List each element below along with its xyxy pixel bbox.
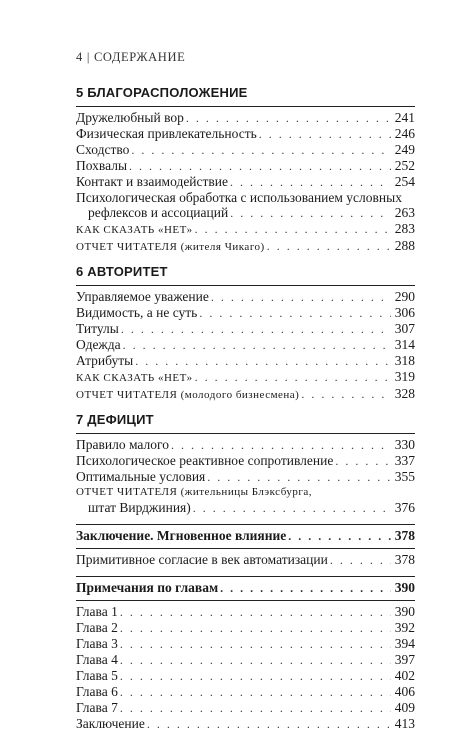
toc-entry-page: 249 xyxy=(394,142,415,157)
toc-entry[interactable] xyxy=(76,353,415,369)
toc-entry-title: Атрибуты xyxy=(76,353,134,368)
toc-entry-title-line1: Психологическая обработка с использованием условных xyxy=(76,190,402,205)
toc-entry[interactable] xyxy=(76,337,415,353)
toc-entry-page: 290 xyxy=(394,289,415,304)
toc-entry-notes[interactable] xyxy=(76,580,415,596)
toc-entry-title: КАК СКАЗАТЬ «НЕТ» xyxy=(76,224,193,236)
toc-entry-title: Дружелюбный вор xyxy=(76,110,184,125)
toc-entry[interactable] xyxy=(76,174,415,190)
toc-entry-title: Психологическое реактивное сопротивление xyxy=(76,453,334,468)
toc-entry[interactable] xyxy=(76,221,415,238)
section-heading: 5 БЛАГОРАСПОЛОЖЕНИЕ xyxy=(76,85,248,100)
toc-entry-page: 337 xyxy=(394,453,415,468)
toc-entry-page: 254 xyxy=(394,174,415,189)
section-rule xyxy=(76,106,415,107)
toc-entry-page: 376 xyxy=(394,500,415,515)
toc-entry-page: 246 xyxy=(394,126,415,141)
toc-entry-page: 394 xyxy=(394,636,415,651)
leader-dots xyxy=(120,701,391,716)
toc-entry-title: Примечания по главам xyxy=(76,580,219,595)
toc-entry-title: ОТЧЕТ ЧИТАТЕЛЯ (жителя Чикаго) xyxy=(76,241,265,253)
toc-entry[interactable] xyxy=(76,437,415,453)
table-of-contents xyxy=(76,84,415,740)
toc-entry-conclusion[interactable] xyxy=(76,528,415,544)
toc-entry-title: Глава 6 xyxy=(76,684,118,699)
toc-entry[interactable] xyxy=(76,700,415,716)
toc-entry[interactable] xyxy=(76,289,415,305)
leader-dots xyxy=(171,438,391,453)
leader-dots xyxy=(121,322,391,337)
section-rule xyxy=(76,548,415,549)
toc-entry-page: 397 xyxy=(394,652,415,667)
toc-entry[interactable] xyxy=(76,668,415,684)
toc-entry-page: 402 xyxy=(394,668,415,683)
toc-entry-title: Физическая привлекательность xyxy=(76,126,257,141)
toc-entry-page: 306 xyxy=(394,305,415,320)
section-rule xyxy=(76,433,415,434)
toc-entry-title: Контакт и взаимодействие xyxy=(76,174,229,189)
toc-entry[interactable] xyxy=(76,684,415,700)
toc-entry[interactable] xyxy=(76,386,415,403)
leader-dots xyxy=(301,387,391,402)
toc-entry[interactable] xyxy=(76,636,415,652)
section-rule xyxy=(76,524,415,525)
toc-entry-title: Одежда xyxy=(76,337,121,352)
toc-entry[interactable] xyxy=(76,110,415,126)
toc-entry-page: 413 xyxy=(394,716,415,731)
leader-dots xyxy=(230,175,391,190)
toc-entry-title: Управляемое уважение xyxy=(76,289,209,304)
section-heading: 6 АВТОРИТЕТ xyxy=(76,264,168,279)
toc-entry-page: 307 xyxy=(394,321,415,336)
leader-dots xyxy=(193,501,391,516)
section-rule xyxy=(76,285,415,286)
toc-entry-page: 318 xyxy=(394,353,415,368)
toc-entry-title: Глава 1 xyxy=(76,604,118,619)
leader-dots xyxy=(335,454,391,469)
toc-entry[interactable] xyxy=(76,500,415,516)
toc-entry-title: Видимость, а не суть xyxy=(76,305,198,320)
leader-dots xyxy=(120,685,391,700)
toc-entry-page: 392 xyxy=(394,620,415,635)
toc-entry-title: Глава 4 xyxy=(76,652,118,667)
toc-entry[interactable] xyxy=(76,205,415,221)
toc-section-5 xyxy=(76,84,415,255)
leader-dots xyxy=(267,239,391,254)
leader-dots xyxy=(120,653,391,668)
leader-dots xyxy=(123,338,391,353)
toc-entry-page: 406 xyxy=(394,684,415,699)
toc-entry-title: КАК СКАЗАТЬ «НЕТ» xyxy=(76,372,193,384)
toc-entry-title: штат Вирджиния) xyxy=(88,500,191,515)
toc-entry-title: Титулы xyxy=(76,321,119,336)
leader-dots xyxy=(199,306,391,321)
toc-entry-title: Глава 3 xyxy=(76,636,118,651)
toc-entry[interactable] xyxy=(76,469,415,485)
leader-dots xyxy=(120,605,391,620)
toc-entry-page: 378 xyxy=(394,528,415,543)
toc-entry-page: 263 xyxy=(394,205,415,220)
leader-dots xyxy=(131,143,391,158)
leader-dots xyxy=(195,370,391,385)
toc-entry-page: 328 xyxy=(394,386,415,401)
leader-dots xyxy=(330,553,391,568)
section-rule xyxy=(76,576,415,577)
running-head-title: СОДЕРЖАНИЕ xyxy=(93,50,186,64)
toc-entry[interactable] xyxy=(76,321,415,337)
toc-entry-page: 288 xyxy=(394,238,415,253)
leader-dots xyxy=(120,669,391,684)
leader-dots xyxy=(211,290,391,305)
toc-entry[interactable] xyxy=(76,453,415,469)
toc-entry-title: Заключение xyxy=(76,716,145,731)
toc-entry[interactable] xyxy=(76,369,415,386)
toc-entry-page: 252 xyxy=(394,158,415,173)
leader-dots xyxy=(120,621,391,636)
toc-entry[interactable] xyxy=(76,142,415,158)
toc-entry-title: ОТЧЕТ ЧИТАТЕЛЯ (молодого бизнесмена) xyxy=(76,389,300,401)
leader-dots xyxy=(220,581,391,596)
toc-entry-title: Сходство xyxy=(76,142,130,157)
toc-entry-page: 390 xyxy=(394,604,415,619)
toc-entry-page: 314 xyxy=(394,337,415,352)
toc-entry-title: Оптимальные условия xyxy=(76,469,206,484)
toc-section-6 xyxy=(76,263,415,403)
header-separator: | xyxy=(86,50,90,64)
leader-dots xyxy=(186,111,391,126)
toc-entry-title: Похвалы xyxy=(76,158,128,173)
toc-entry-page: 355 xyxy=(394,469,415,484)
toc-entry-page: 319 xyxy=(394,369,415,384)
leader-dots xyxy=(207,470,391,485)
toc-entry[interactable] xyxy=(76,238,415,255)
toc-entry-page: 390 xyxy=(394,580,415,595)
toc-entry[interactable] xyxy=(76,652,415,668)
toc-entry[interactable] xyxy=(76,620,415,636)
toc-entry-title: Глава 7 xyxy=(76,700,118,715)
toc-entry-title: Глава 5 xyxy=(76,668,118,683)
toc-entry-title: Примитивное согласие в век автоматизации xyxy=(76,552,328,567)
leader-dots xyxy=(259,127,391,142)
section-heading: 7 ДЕФИЦИТ xyxy=(76,412,154,427)
toc-section-notes xyxy=(76,576,415,732)
toc-entry[interactable] xyxy=(76,158,415,174)
toc-entry[interactable] xyxy=(76,305,415,321)
leader-dots xyxy=(195,222,391,237)
leader-dots xyxy=(230,206,391,221)
section-rule xyxy=(76,600,415,601)
page-number: 4 xyxy=(76,50,83,64)
toc-entry-title-line1: ОТЧЕТ ЧИТАТЕЛЯ (жительницы Блэксбурга, xyxy=(76,486,313,498)
leader-dots xyxy=(135,354,391,369)
toc-entry[interactable] xyxy=(76,126,415,142)
toc-entry[interactable] xyxy=(76,604,415,620)
toc-entry-page: 330 xyxy=(394,437,415,452)
leader-dots xyxy=(120,637,391,652)
toc-entry[interactable] xyxy=(76,552,415,568)
leader-dots xyxy=(288,529,391,544)
toc-entry-page: 409 xyxy=(394,700,415,715)
toc-entry-page: 378 xyxy=(394,552,415,567)
toc-entry-page: 283 xyxy=(394,221,415,236)
toc-entry-title: Правило малого xyxy=(76,437,169,452)
toc-entry-title: рефлексов и ассоциаций xyxy=(88,205,229,220)
toc-section-7 xyxy=(76,411,415,516)
toc-entry-title: Глава 2 xyxy=(76,620,118,635)
toc-entry-title: Заключение. Мгновенное влияние xyxy=(76,528,287,543)
toc-entry-page: 241 xyxy=(394,110,415,125)
running-head xyxy=(76,50,185,65)
leader-dots xyxy=(129,159,391,174)
toc-section-conclusion xyxy=(76,524,415,568)
